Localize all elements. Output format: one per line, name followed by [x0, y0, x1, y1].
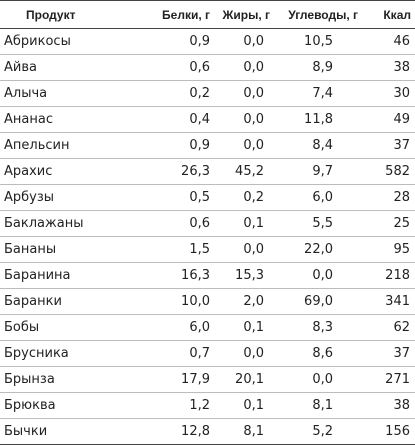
cell-kcal: 62 [358, 315, 415, 341]
cell-carbs: 11,8 [270, 107, 358, 133]
cell-product: Бычки [0, 419, 146, 445]
cell-kcal: 37 [358, 341, 415, 367]
table-row [0, 237, 415, 263]
cell-fat: 0,0 [210, 107, 270, 133]
cell-carbs: 69,0 [270, 289, 358, 315]
cell-kcal: 38 [358, 55, 415, 81]
cell-protein: 0,6 [146, 55, 210, 81]
cell-fat: 0,2 [210, 185, 270, 211]
table-body [0, 29, 415, 445]
cell-protein: 26,3 [146, 159, 210, 185]
header-row [0, 1, 415, 29]
column-header-product: Продукт [0, 1, 146, 29]
cell-product: Брынза [0, 367, 146, 393]
cell-protein: 0,2 [146, 81, 210, 107]
cell-fat: 0,0 [210, 341, 270, 367]
cell-fat: 2,0 [210, 289, 270, 315]
cell-carbs: 8,6 [270, 341, 358, 367]
cell-protein: 1,5 [146, 237, 210, 263]
table-row [0, 211, 415, 237]
cell-kcal: 30 [358, 81, 415, 107]
cell-protein: 17,9 [146, 367, 210, 393]
table-row [0, 29, 415, 55]
cell-carbs: 7,4 [270, 81, 358, 107]
table-row [0, 263, 415, 289]
cell-kcal: 582 [358, 159, 415, 185]
cell-fat: 0,1 [210, 211, 270, 237]
column-header-kcal: Ккал [358, 1, 415, 29]
table-row [0, 55, 415, 81]
cell-fat: 0,0 [210, 133, 270, 159]
table-row [0, 393, 415, 419]
cell-fat: 20,1 [210, 367, 270, 393]
cell-product: Бананы [0, 237, 146, 263]
cell-protein: 0,5 [146, 185, 210, 211]
cell-carbs: 0,0 [270, 367, 358, 393]
table-row [0, 159, 415, 185]
cell-protein: 0,9 [146, 133, 210, 159]
cell-kcal: 218 [358, 263, 415, 289]
cell-fat: 0,0 [210, 55, 270, 81]
cell-protein: 12,8 [146, 419, 210, 445]
table-row [0, 185, 415, 211]
cell-fat: 0,1 [210, 315, 270, 341]
table-row [0, 133, 415, 159]
cell-protein: 0,7 [146, 341, 210, 367]
column-header-protein: Белки, г [146, 1, 210, 29]
table-row [0, 341, 415, 367]
cell-product: Баранки [0, 289, 146, 315]
cell-carbs: 5,2 [270, 419, 358, 445]
table-row [0, 107, 415, 133]
cell-protein: 10,0 [146, 289, 210, 315]
cell-fat: 8,1 [210, 419, 270, 445]
cell-carbs: 0,0 [270, 263, 358, 289]
cell-carbs: 6,0 [270, 185, 358, 211]
cell-protein: 0,4 [146, 107, 210, 133]
cell-protein: 16,3 [146, 263, 210, 289]
cell-fat: 15,3 [210, 263, 270, 289]
table-row [0, 367, 415, 393]
cell-kcal: 28 [358, 185, 415, 211]
cell-carbs: 8,3 [270, 315, 358, 341]
cell-protein: 0,6 [146, 211, 210, 237]
table-header [0, 1, 415, 29]
cell-carbs: 9,7 [270, 159, 358, 185]
cell-kcal: 156 [358, 419, 415, 445]
cell-product: Баранина [0, 263, 146, 289]
cell-carbs: 8,9 [270, 55, 358, 81]
cell-kcal: 95 [358, 237, 415, 263]
cell-fat: 45,2 [210, 159, 270, 185]
cell-carbs: 22,0 [270, 237, 358, 263]
cell-product: Алыча [0, 81, 146, 107]
cell-carbs: 8,4 [270, 133, 358, 159]
cell-product: Брусника [0, 341, 146, 367]
cell-product: Ананас [0, 107, 146, 133]
cell-kcal: 25 [358, 211, 415, 237]
cell-kcal: 341 [358, 289, 415, 315]
table-row [0, 81, 415, 107]
column-header-fat: Жиры, г [210, 1, 270, 29]
cell-carbs: 10,5 [270, 29, 358, 55]
cell-protein: 6,0 [146, 315, 210, 341]
cell-carbs: 8,1 [270, 393, 358, 419]
table-row [0, 419, 415, 445]
cell-carbs: 5,5 [270, 211, 358, 237]
cell-product: Абрикосы [0, 29, 146, 55]
cell-kcal: 49 [358, 107, 415, 133]
cell-product: Арбузы [0, 185, 146, 211]
cell-product: Баклажаны [0, 211, 146, 237]
table-row [0, 289, 415, 315]
cell-product: Брюква [0, 393, 146, 419]
cell-fat: 0,0 [210, 81, 270, 107]
column-header-carbs: Углеводы, г [270, 1, 358, 29]
cell-product: Арахис [0, 159, 146, 185]
cell-product: Айва [0, 55, 146, 81]
cell-kcal: 271 [358, 367, 415, 393]
cell-product: Бобы [0, 315, 146, 341]
cell-fat: 0,0 [210, 237, 270, 263]
cell-fat: 0,1 [210, 393, 270, 419]
cell-kcal: 46 [358, 29, 415, 55]
cell-product: Апельсин [0, 133, 146, 159]
cell-fat: 0,0 [210, 29, 270, 55]
cell-kcal: 37 [358, 133, 415, 159]
cell-kcal: 38 [358, 393, 415, 419]
cell-protein: 0,9 [146, 29, 210, 55]
table-row [0, 315, 415, 341]
cell-protein: 1,2 [146, 393, 210, 419]
